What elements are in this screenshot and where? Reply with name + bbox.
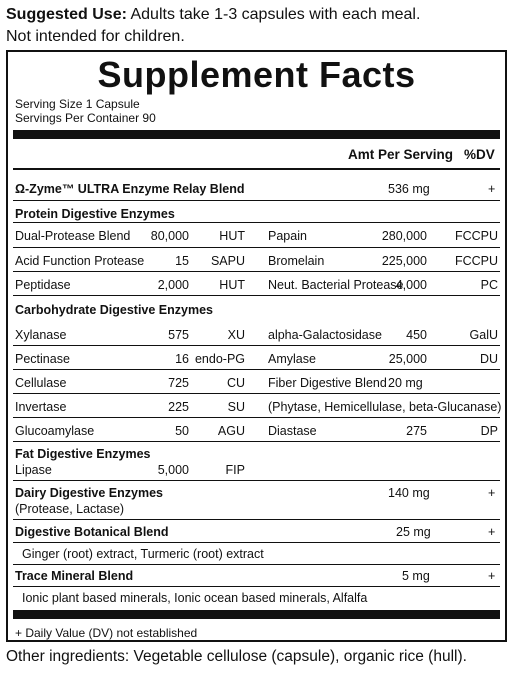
enzyme-name: Fiber Digestive Blend bbox=[268, 376, 387, 390]
enzyme-unit: FCCPU bbox=[454, 254, 498, 268]
enzyme-name: Invertase bbox=[15, 400, 67, 414]
enzyme-unit: GalU bbox=[469, 328, 498, 342]
suggested-use-text: Adults take 1-3 capsules with each meal. bbox=[126, 6, 421, 23]
mineral-amount: 5 mg bbox=[402, 569, 430, 583]
other-ingredients: Other ingredients: Vegetable cellulose (capsule), organic rice (hull). bbox=[6, 648, 467, 665]
divider bbox=[13, 542, 500, 543]
divider bbox=[13, 222, 500, 223]
enzyme-value: 575 bbox=[168, 328, 189, 342]
divider bbox=[13, 417, 500, 418]
dairy-amount: 140 mg bbox=[388, 486, 430, 500]
column-amt-header: Amt Per Serving bbox=[348, 147, 454, 162]
blend-name: Ω-Zyme™ ULTRA Enzyme Relay Blend bbox=[15, 182, 245, 196]
enzyme-value: 225,000 bbox=[381, 254, 427, 268]
dairy-dv: + bbox=[488, 486, 496, 500]
enzyme-name: Cellulase bbox=[15, 376, 67, 390]
suggested-use bbox=[6, 4, 420, 48]
divider bbox=[13, 271, 500, 272]
protein-heading: Protein Digestive Enzymes bbox=[15, 207, 175, 221]
divider bbox=[13, 247, 500, 248]
enzyme-value: 25,000 bbox=[388, 352, 427, 366]
blend-dv: + bbox=[488, 182, 496, 196]
divider bbox=[13, 369, 500, 370]
enzyme-value: 2,000 bbox=[157, 278, 189, 292]
enzyme-value: 5,000 bbox=[157, 463, 189, 477]
carb-heading: Carbohydrate Digestive Enzymes bbox=[15, 303, 213, 317]
enzyme-unit: DU bbox=[479, 352, 498, 366]
thick-divider bbox=[13, 610, 500, 619]
mineral-heading: Trace Mineral Blend bbox=[15, 569, 134, 583]
enzyme-value: 20 mg bbox=[388, 376, 423, 390]
enzyme-unit: PC bbox=[480, 278, 498, 292]
enzyme-unit: endo-PG bbox=[194, 352, 245, 366]
enzyme-name: Bromelain bbox=[268, 254, 325, 268]
enzyme-unit: SAPU bbox=[210, 254, 245, 268]
serving-size: Serving Size 1 Capsule bbox=[15, 97, 140, 111]
divider bbox=[13, 441, 500, 442]
mineral-dv: + bbox=[488, 569, 496, 583]
enzyme-name: Xylanase bbox=[15, 328, 67, 342]
enzyme-name: Amylase bbox=[268, 352, 316, 366]
enzyme-name: Papain bbox=[268, 229, 307, 243]
enzyme-name: Glucoamylase bbox=[15, 424, 95, 438]
dv-footnote: + Daily Value (DV) not established bbox=[15, 626, 198, 640]
enzyme-name: Diastase bbox=[268, 424, 317, 438]
enzyme-value: 275 bbox=[406, 424, 427, 438]
enzyme-value: 15 bbox=[175, 254, 189, 268]
enzyme-name: Acid Function Protease bbox=[15, 254, 145, 268]
divider bbox=[13, 564, 500, 565]
enzyme-name: (Phytase, Hemicellulase, beta-Glucanase) bbox=[268, 400, 502, 414]
suggested-use-label: Suggested Use: bbox=[6, 6, 127, 23]
fat-heading: Fat Digestive Enzymes bbox=[15, 447, 151, 461]
column-dv-header: %DV bbox=[464, 147, 495, 162]
enzyme-value: 4,000 bbox=[395, 278, 427, 292]
dairy-heading: Dairy Digestive Enzymes bbox=[15, 486, 163, 500]
not-for-children-text: Not intended for children. bbox=[6, 28, 185, 45]
enzyme-value: 80,000 bbox=[150, 229, 189, 243]
divider bbox=[13, 345, 500, 346]
botanical-heading: Digestive Botanical Blend bbox=[15, 525, 169, 539]
divider bbox=[13, 295, 500, 296]
enzyme-unit: HUT bbox=[219, 229, 245, 243]
enzyme-unit: HUT bbox=[219, 278, 245, 292]
thick-divider bbox=[13, 130, 500, 139]
enzyme-unit: XU bbox=[227, 328, 245, 342]
enzyme-unit: SU bbox=[227, 400, 245, 414]
enzyme-value: 280,000 bbox=[381, 229, 427, 243]
botanical-dv: + bbox=[488, 525, 496, 539]
enzyme-value: 16 bbox=[175, 352, 189, 366]
header-divider bbox=[13, 168, 500, 170]
serving-info bbox=[15, 97, 156, 125]
botanical-subtext: Ginger (root) extract, Turmeric (root) extract bbox=[22, 547, 264, 561]
supplement-facts-panel bbox=[6, 50, 507, 642]
panel-title: Supplement Facts bbox=[97, 54, 416, 95]
enzyme-unit: FIP bbox=[225, 463, 245, 477]
enzyme-name: Dual-Protease Blend bbox=[15, 229, 131, 243]
enzyme-value: 725 bbox=[168, 376, 189, 390]
dairy-subtext: (Protease, Lactase) bbox=[15, 502, 125, 516]
divider bbox=[13, 393, 500, 394]
enzyme-name: Neut. Bacterial Protease bbox=[268, 278, 404, 292]
enzyme-unit: AGU bbox=[217, 424, 245, 438]
enzyme-value: 50 bbox=[175, 424, 189, 438]
enzyme-unit: CU bbox=[226, 376, 245, 390]
blend-amount: 536 mg bbox=[388, 182, 430, 196]
enzyme-name: alpha-Galactosidase bbox=[268, 328, 382, 342]
divider bbox=[13, 586, 500, 587]
servings-per-container: Servings Per Container 90 bbox=[15, 111, 156, 125]
enzyme-name: Lipase bbox=[15, 463, 52, 477]
divider bbox=[13, 200, 500, 201]
enzyme-name: Pectinase bbox=[15, 352, 70, 366]
divider bbox=[13, 519, 500, 520]
enzyme-unit: FCCPU bbox=[454, 229, 498, 243]
enzyme-unit: DP bbox=[480, 424, 498, 438]
botanical-amount: 25 mg bbox=[396, 525, 431, 539]
mineral-subtext: Ionic plant based minerals, Ionic ocean based minerals, Alfalfa bbox=[22, 591, 368, 605]
divider bbox=[13, 480, 500, 481]
enzyme-name: Peptidase bbox=[15, 278, 71, 292]
enzyme-value: 225 bbox=[168, 400, 189, 414]
enzyme-value: 450 bbox=[406, 328, 427, 342]
